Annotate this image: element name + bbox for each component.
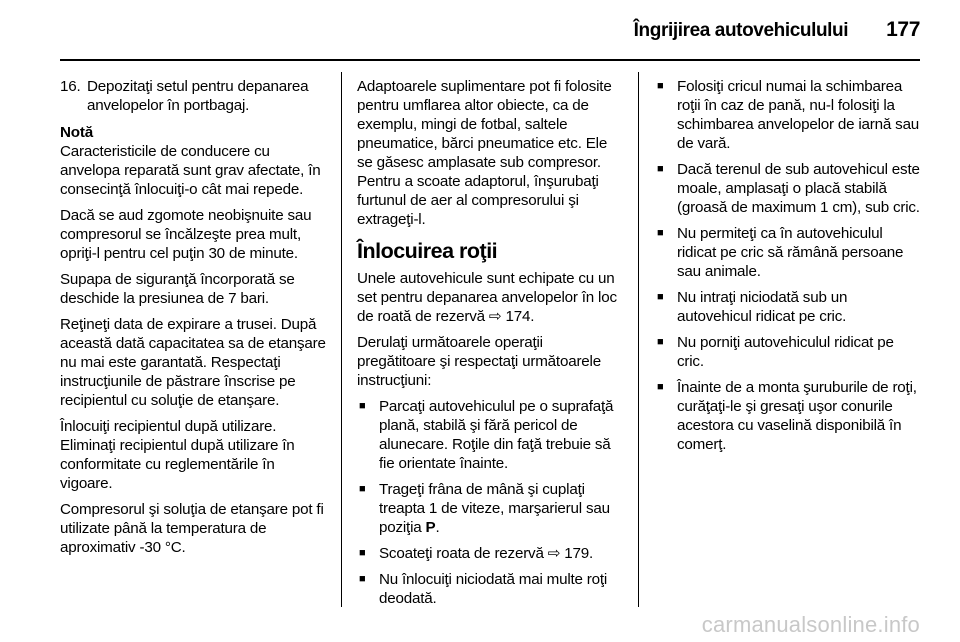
bullet-square-icon: ■	[359, 573, 366, 585]
list-item	[655, 77, 921, 153]
list-item-text: Scoateţi roata de rezervă ⇨ 179.	[379, 545, 594, 562]
bullet-square-icon: ■	[359, 547, 366, 559]
bullet-square-icon: ■	[657, 381, 664, 393]
note-paragraph-1: Caracteristicile de conducere cu anvelopa reparată sunt grav afectate, în consecinţă înlocuiţi-o cât mai repede.	[60, 143, 321, 198]
list-item-text: Înainte de a monta şuruburile de roţi, curăţaţi-le şi gresaţi uşor conurile acestora cu vaselină disponibilă în comerţ.	[677, 379, 917, 453]
intro-paragraph: Unele autovehicule sunt echipate cu un set pentru depanarea anvelopelor în loc de roată de rezervă ⇨ 174.	[357, 270, 617, 325]
note-paragraph-4: Reţineţi data de expirare a trusei. După această dată capacitatea sa de etanşare nu mai este garantată. Respectaţi instrucţiunile de păstrare înscrise pe recipientul cu soluţie de etanşare.	[60, 316, 326, 409]
page-header	[634, 18, 920, 48]
page-number: 177	[886, 18, 920, 41]
list-item	[357, 480, 623, 537]
list-item-text: Parcaţi autovehiculul pe o suprafaţă plană, stabilă şi fără pericol de alunecare. Roţile din faţă trebuie să fie orientate înainte.	[379, 398, 614, 472]
list-item-text: Folosiţi cricul numai la schimbarea roţii în caz de pană, nu-l folosiţi la schimbarea anvelopelor de iarnă sau de vară.	[677, 78, 920, 152]
note-paragraph-3: Supapa de siguranţă încorporată se deschide la presiunea de 7 bari.	[60, 271, 295, 307]
bullet-square-icon: ■	[359, 400, 366, 412]
watermark: carmanualsonline.info	[701, 612, 920, 637]
list-item	[357, 544, 623, 563]
bullet-square-icon: ■	[657, 163, 664, 175]
bullet-square-icon: ■	[657, 336, 664, 348]
header-rule	[60, 59, 920, 61]
list-item-text: Nu porniţi autovehiculul ridicat pe cric.	[677, 334, 894, 370]
bullet-square-icon: ■	[657, 291, 664, 303]
bullet-square-icon: ■	[657, 227, 664, 239]
column-1	[60, 77, 326, 564]
instructions-paragraph: Derulaţi următoarele operaţii pregătitoare şi respectaţi următoarele instrucţiuni:	[357, 334, 601, 389]
list-item-text-part: Trageţi frâna de mână şi cuplaţi treapta 1 de viteze, marşarierul sau poziţia	[379, 481, 610, 536]
column-divider-2	[638, 72, 639, 607]
adapters-paragraph: Adaptoarele suplimentare pot fi folosite pentru umflarea altor obiecte, ca de exemplu, mingi de fotbal, saltele pneumatice, bărci pneumatice etc. Ele se găsesc amplasate sub compresor. Pentru a scoate adaptorul, înşurubaţi furtunul de aer al compresorului şi extrageţi-l.	[357, 78, 612, 228]
page-title: Îngrijirea autovehiculului	[633, 20, 849, 41]
bullet-square-icon: ■	[359, 483, 366, 495]
list-item-text: Nu permiteţi ca în autovehiculul ridicat pe cric să rămână persoane sau animale.	[677, 225, 904, 280]
step-text: Depozitaţi setul pentru depanarea anvelopelor în portbagaj.	[87, 78, 309, 114]
step-number: 16.	[60, 78, 81, 95]
numbered-step-16	[60, 77, 326, 115]
note-paragraph-6: Compresorul şi soluţia de etanşare pot fi utilizate până la temperatura de aproximativ -30 °C.	[60, 501, 324, 556]
list-item	[655, 288, 921, 326]
list-item-text	[379, 480, 623, 537]
list-item	[655, 378, 921, 454]
list-item	[655, 224, 921, 281]
section-heading: Înlocuirea roţii	[357, 239, 498, 263]
column-3	[655, 77, 921, 461]
list-item	[357, 397, 623, 473]
bullet-square-icon: ■	[657, 80, 664, 92]
list-item	[655, 160, 921, 217]
list-item-text: Nu înlocuiţi niciodată mai multe roţi deodată.	[379, 571, 608, 607]
note-paragraph-2: Dacă se aud zgomote neobişnuite sau compresorul se încălzeşte prea mult, opriţi-l pentru cel puţin 30 de minute.	[60, 207, 312, 262]
note-paragraph-5: Înlocuiţi recipientul după utilizare. Eliminaţi recipientul după utilizare în conformitate cu reglementările în vigoare.	[60, 418, 295, 492]
gear-position-p: P	[425, 519, 436, 536]
list-item-text-end: .	[435, 519, 440, 536]
list-item	[357, 570, 623, 608]
column-divider-1	[341, 72, 342, 607]
list-item-text: Dacă terenul de sub autovehicul este moale, amplasaţi o placă stabilă (groasă de maximum 1 cm), sub cric.	[677, 161, 920, 216]
list-item-text: Nu intraţi niciodată sub un autovehicul ridicat pe cric.	[677, 289, 848, 325]
column-2	[357, 77, 623, 615]
list-item	[655, 333, 921, 371]
note-title: Notă	[60, 124, 93, 141]
